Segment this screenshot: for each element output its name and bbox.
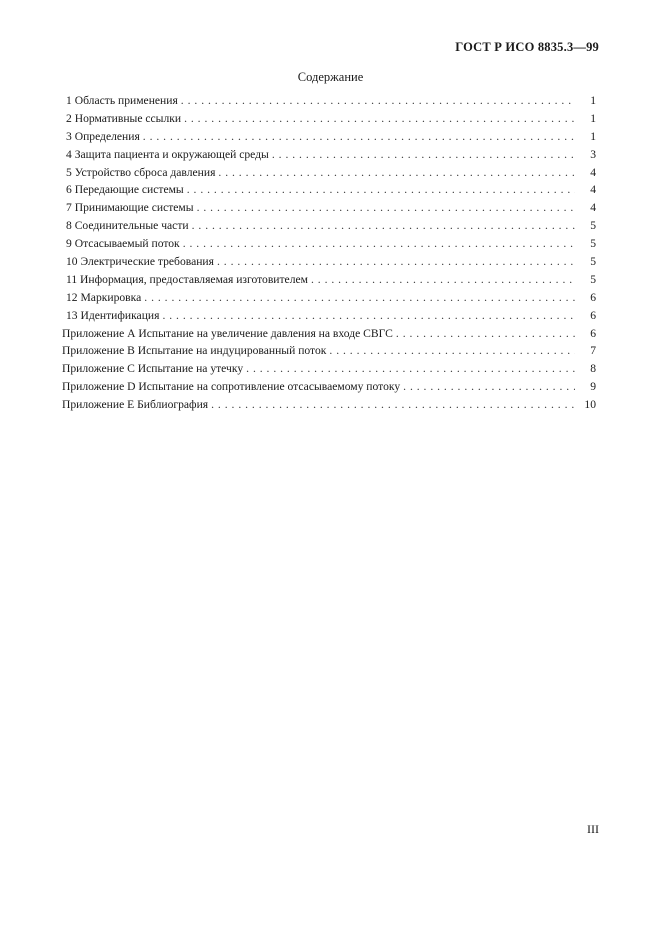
- toc-entry-page: 3: [590, 147, 596, 161]
- toc-appendix-entry[interactable]: [62, 344, 596, 362]
- toc-entry-label: Приложение Е Библиография: [62, 398, 209, 412]
- toc-leader-dots: [187, 183, 575, 196]
- toc-entry-page: 4: [590, 201, 596, 215]
- toc-entry-label: 10 Электрические требования: [66, 255, 214, 269]
- toc-entry[interactable]: [62, 273, 596, 291]
- toc-entry-page: 5: [590, 272, 596, 286]
- toc-entry-label: 13 Идентификация: [66, 308, 160, 322]
- toc-leader-dots: [403, 380, 575, 393]
- toc-entry-label: 12 Маркировка: [66, 290, 142, 304]
- toc-entry-page: 4: [590, 183, 596, 197]
- toc-entry-label: 4 Защита пациента и окружающей среды: [66, 147, 269, 161]
- toc-leader-dots: [162, 309, 575, 322]
- toc-leader-dots: [246, 362, 575, 375]
- toc-entry-page: 1: [590, 94, 596, 107]
- toc-entry-page: 6: [590, 290, 596, 304]
- toc-leader-dots: [197, 201, 575, 214]
- toc-entry-page: 6: [590, 326, 596, 340]
- toc-entry-label: 8 Соединительные части: [66, 219, 189, 233]
- toc-leader-dots: [211, 398, 575, 411]
- toc-leader-dots: [272, 148, 575, 161]
- toc-entry[interactable]: [62, 291, 596, 309]
- toc-appendix-entry[interactable]: [62, 380, 596, 398]
- toc-appendix-entry[interactable]: [62, 362, 596, 380]
- toc-entry-page: 5: [590, 255, 596, 269]
- table-of-contents: [62, 94, 596, 416]
- toc-entry-page: 5: [590, 219, 596, 233]
- toc-entry[interactable]: [62, 255, 596, 273]
- toc-entry-page: 8: [590, 362, 596, 376]
- toc-entry[interactable]: [62, 148, 596, 166]
- toc-entry-label: 11 Информация, предоставляемая изготовителем: [66, 272, 308, 286]
- toc-entry-label: 5 Устройство сброса давления: [66, 165, 216, 179]
- toc-appendix-entry[interactable]: [62, 327, 596, 345]
- toc-entry-label: 2 Нормативные ссылки: [66, 111, 182, 125]
- toc-entry-page: 1: [590, 129, 596, 143]
- toc-entry-label: 3 Определения: [66, 129, 140, 143]
- toc-entry[interactable]: [62, 309, 596, 327]
- toc-leader-dots: [143, 130, 575, 143]
- document-code: ГОСТ Р ИСО 8835.3—99: [455, 40, 599, 54]
- toc-title: Содержание: [297, 70, 364, 84]
- toc-entry-page: 5: [590, 237, 596, 251]
- toc-leader-dots: [144, 291, 575, 304]
- toc-entry[interactable]: [62, 130, 596, 148]
- toc-entry-label: 1 Область применения: [66, 94, 178, 107]
- toc-entry-label: Приложение D Испытание на сопротивление отсасываемому потоку: [62, 380, 401, 394]
- toc-appendix-entry[interactable]: [62, 398, 596, 416]
- toc-entry-label: 7 Принимающие системы: [66, 201, 194, 215]
- toc-entry[interactable]: [62, 201, 596, 219]
- toc-entry[interactable]: [62, 183, 596, 201]
- toc-leader-dots: [217, 255, 575, 268]
- toc-entry-label: 9 Отсасываемый поток: [66, 237, 180, 251]
- toc-leader-dots: [192, 219, 575, 232]
- toc-entry-page: 7: [590, 344, 596, 358]
- page-number: III: [587, 822, 599, 836]
- toc-entry-label: Приложение А Испытание на увеличение давления на входе СВГС: [62, 326, 393, 340]
- toc-leader-dots: [183, 237, 575, 250]
- toc-entry-page: 6: [590, 308, 596, 322]
- toc-entry-page: 1: [590, 111, 596, 125]
- toc-entry-page: 4: [590, 165, 596, 179]
- toc-leader-dots: [184, 112, 575, 125]
- toc-entry-label: Приложение С Испытание на утечку: [62, 362, 244, 376]
- toc-entry[interactable]: [62, 94, 596, 112]
- toc-leader-dots: [218, 166, 575, 179]
- toc-entry[interactable]: [62, 219, 596, 237]
- toc-leader-dots: [396, 327, 575, 340]
- toc-entry-page: 10: [584, 398, 596, 412]
- toc-entry-label: 6 Передающие системы: [66, 183, 184, 197]
- toc-leader-dots: [329, 344, 575, 357]
- toc-entry[interactable]: [62, 112, 596, 130]
- toc-entry[interactable]: [62, 166, 596, 184]
- toc-leader-dots: [311, 273, 575, 286]
- toc-leader-dots: [181, 94, 575, 107]
- toc-entry[interactable]: [62, 237, 596, 255]
- toc-entry-page: 9: [590, 380, 596, 394]
- toc-entry-label: Приложение В Испытание на индуцированный поток: [62, 344, 327, 358]
